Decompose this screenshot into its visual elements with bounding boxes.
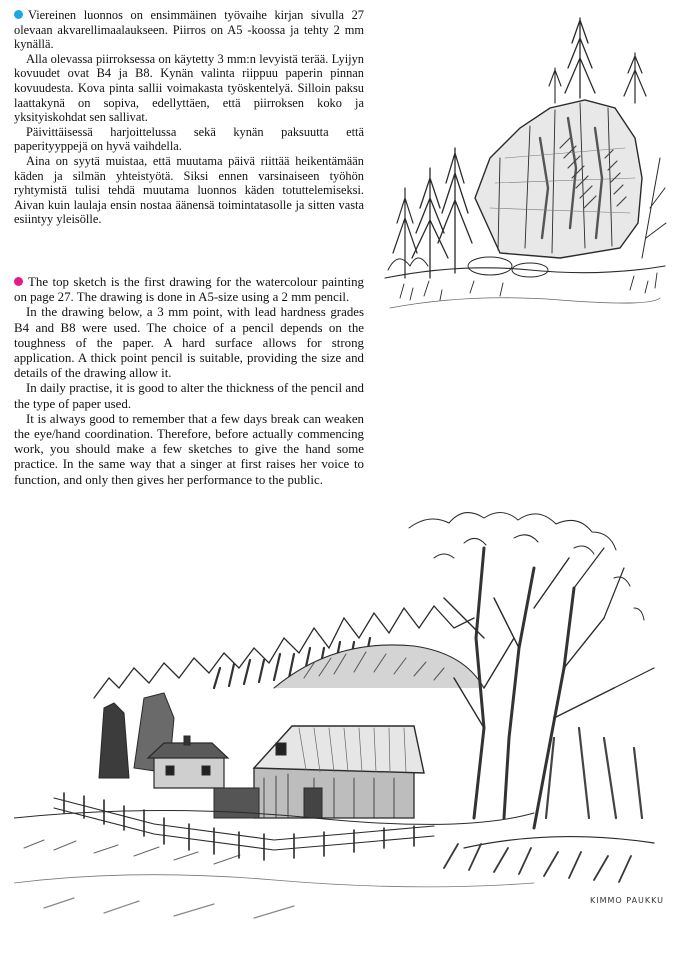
finnish-paragraph-1-text: Viereinen luonnos on ensimmäinen työvaihe kirjan sivulla 27 olevaan akvarellimaalaukseen. Piirros on A5 -koossa ja tehty 2 mm kynällä. bbox=[14, 8, 364, 52]
english-paragraph-3: In daily practise, it is good to alter the thickness of the pencil and the type of paper used. bbox=[14, 381, 364, 411]
cliff-sketch-image bbox=[380, 8, 670, 328]
english-paragraph-1-text: The top sketch is the first drawing for the watercolour painting on page 27. The drawing is done in A5-size using a 2 mm pencil. bbox=[14, 275, 364, 305]
magenta-bullet-icon bbox=[14, 277, 23, 286]
finnish-paragraph-4: Aina on syytä muistaa, että muutama päivä riittää heikentämään käden ja silmän yhteistyötä. Siksi ennen varsinaiseen työhön ryhtymistä tulisi tehdä muutama luonnos käden totuttelemiseksi. Aivan kuin laulaja ensin nostaa äänensä toimintatasolle ja sitten vasta esiintyy yleisölle. bbox=[14, 153, 364, 227]
artist-signature: KIMMO PAUKKU bbox=[590, 896, 665, 905]
finnish-paragraph-1 bbox=[14, 8, 364, 52]
english-paragraph-4: It is always good to remember that a few days break can weaken the eye/hand coordination. Therefore, before actually commencing work, you should make a few sketches to give the hand some practice. In the same way that a singer at first raises her voice to function, and only then gives her performance to the public. bbox=[14, 411, 364, 487]
farm-sketch-image bbox=[14, 488, 670, 928]
english-text-block bbox=[14, 275, 364, 488]
finnish-paragraph-3: Päivittäisessä harjoittelussa sekä kynän paksuutta että paperityyppejä on hyvä vaihdella. bbox=[14, 124, 364, 154]
finnish-paragraph-2: Alla olevassa piirroksessa on käytetty 3 mm:n levyistä terää. Lyijyn kovuudet ovat B4 ja B8. Kynän valinta riippuu paperin pinnan kovuudesta. Kova pinta sallii voimakasta työskentelyä. Silloin paksu laattakynä on sopiva, edellyttäen, että piirroksen koko ja yksityiskohdat sen sallivat. bbox=[14, 51, 364, 125]
finnish-text-block bbox=[14, 8, 364, 227]
english-paragraph-2: In the drawing below, a 3 mm point, with lead hardness grades B4 and B8 were used. The choice of a pencil depends on the toughness of the paper. A hard surface allows for strong application. A thick point pencil is suitable, providing the size and details of the drawing allow it. bbox=[14, 305, 364, 381]
english-paragraph-1 bbox=[14, 275, 364, 305]
blue-bullet-icon bbox=[14, 10, 23, 19]
